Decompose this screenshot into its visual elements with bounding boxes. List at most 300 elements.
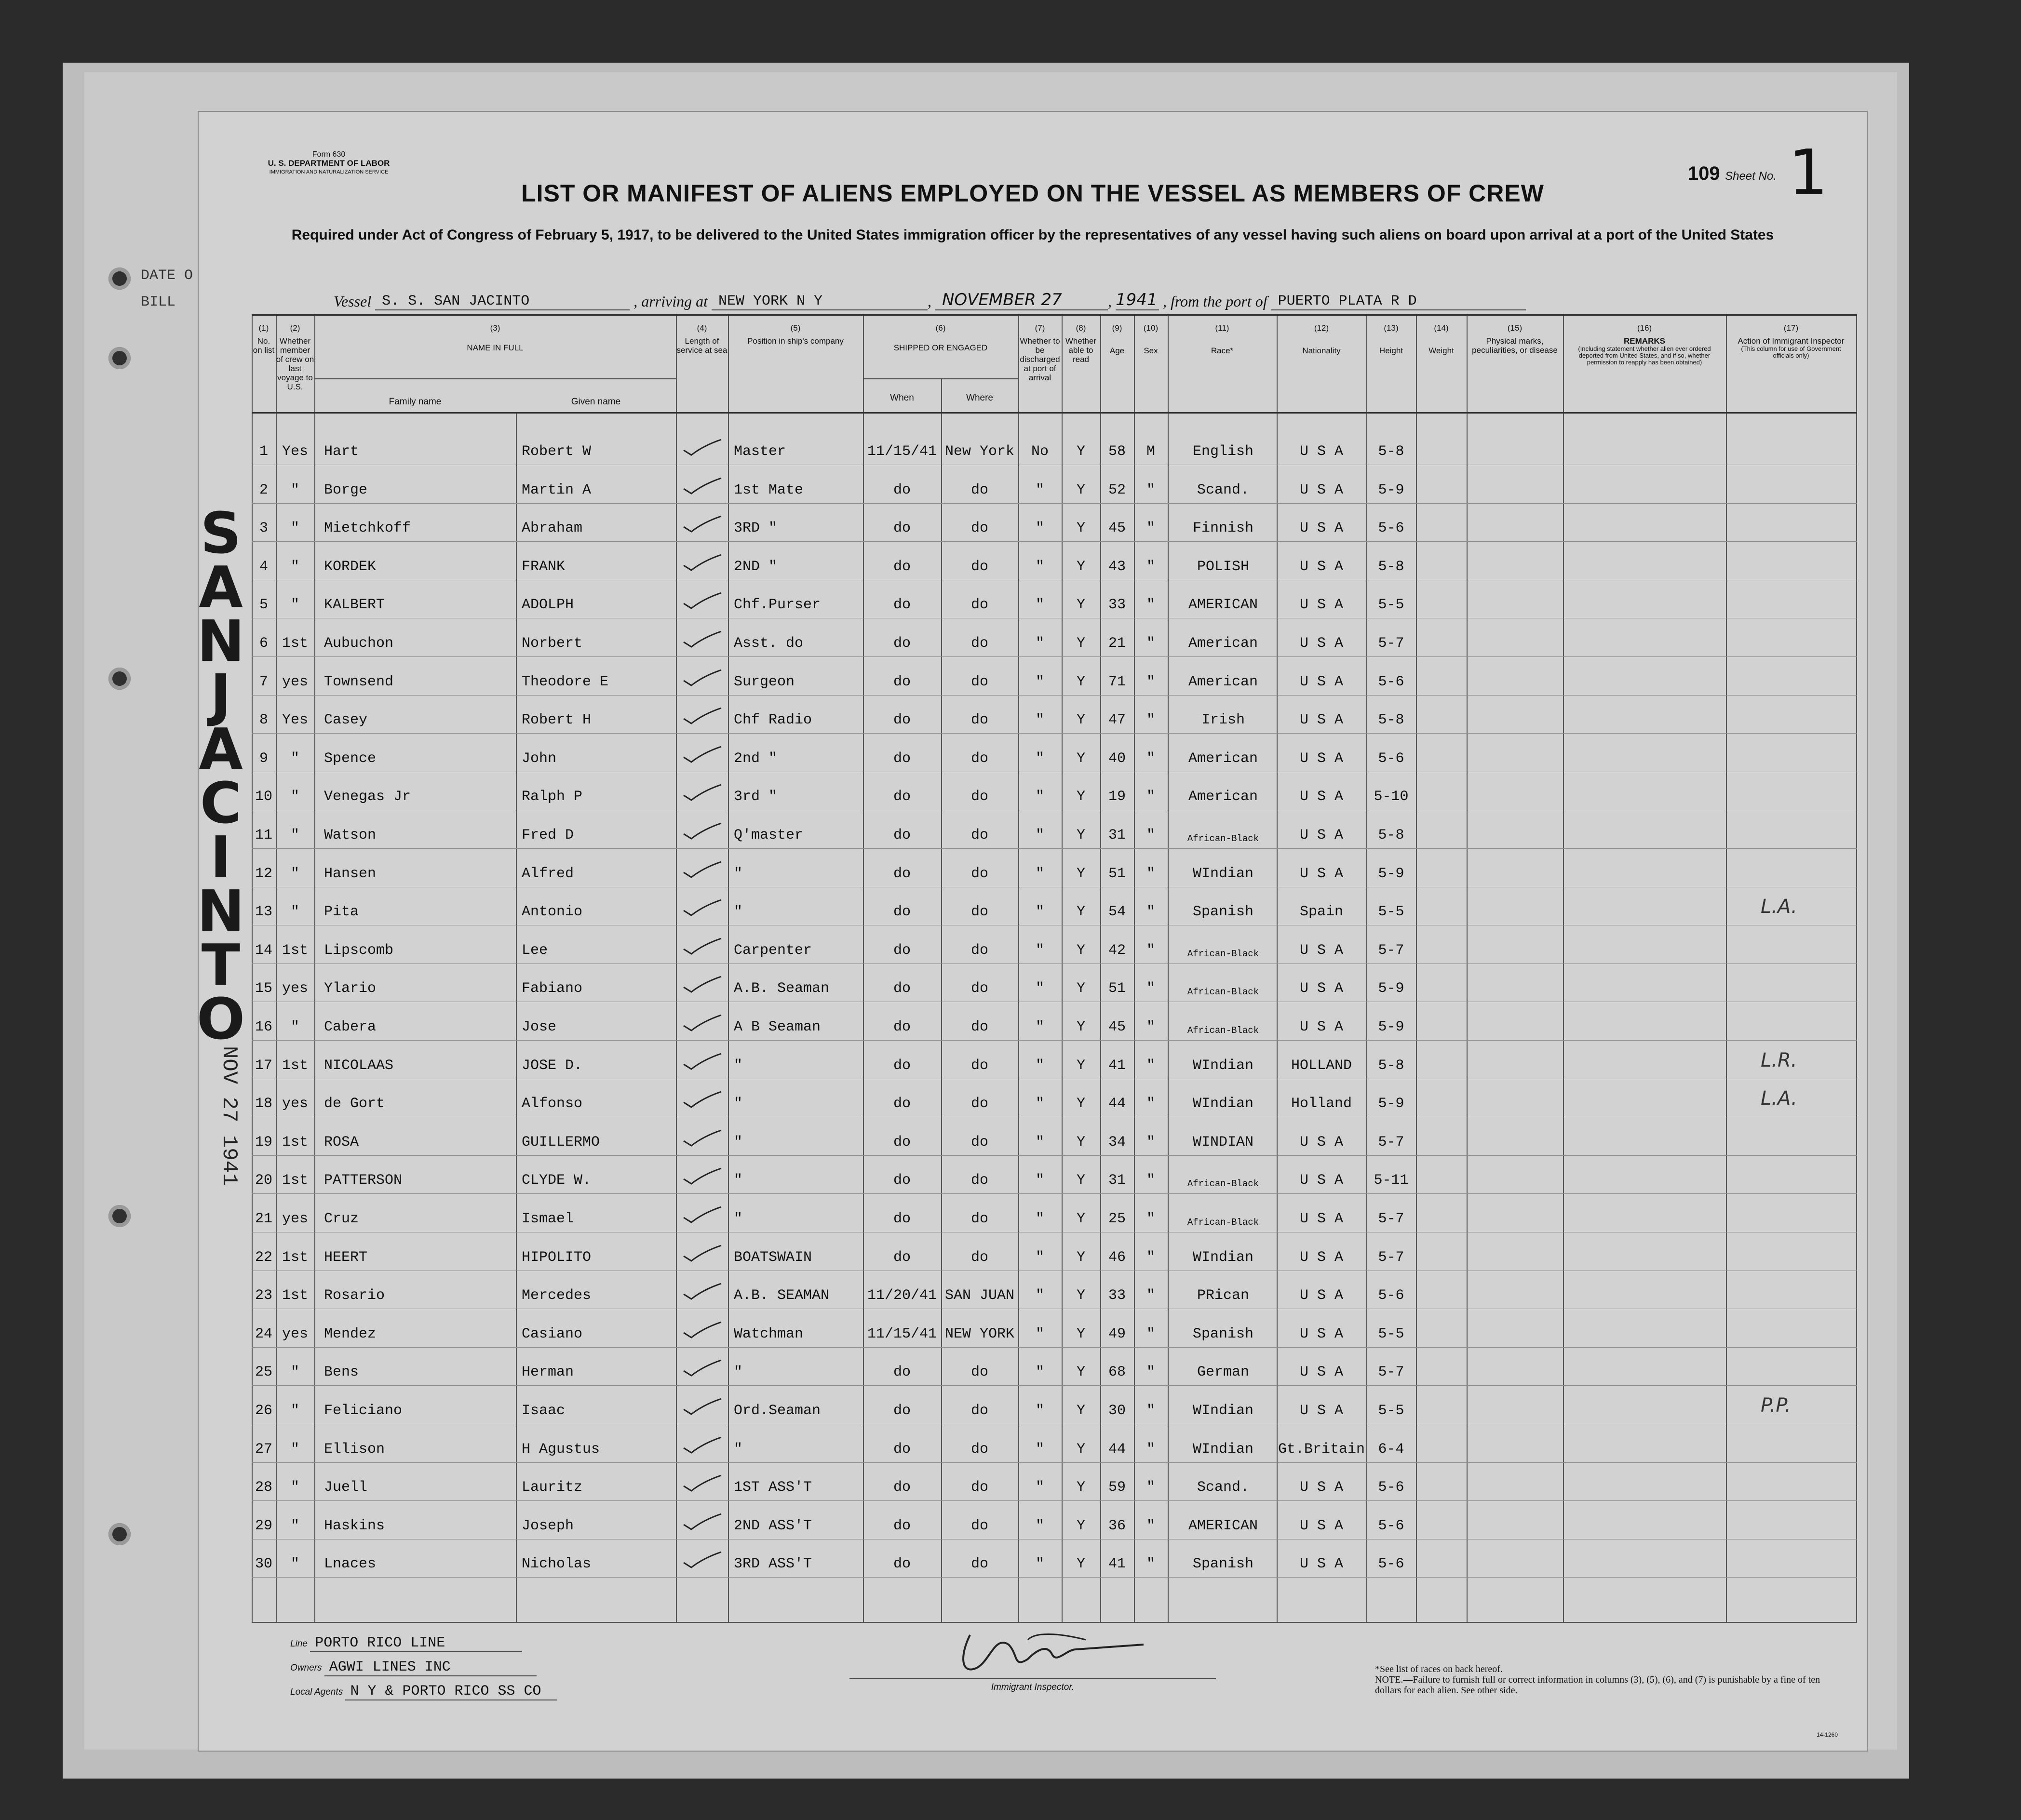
cell-height: 5-8	[1378, 558, 1404, 575]
header-col-8: (8) Whether able to read	[1065, 323, 1097, 364]
table-row	[252, 1309, 1857, 1348]
header-col-12: (12) Nationality	[1302, 323, 1341, 355]
cell-where: do	[970, 1479, 988, 1496]
cell-height: 6-4	[1378, 1441, 1404, 1458]
table-row	[252, 503, 1857, 542]
service-check-mark	[681, 1245, 724, 1264]
cell-position: Chf.Purser	[734, 597, 821, 614]
cell-discharged: "	[1035, 1019, 1044, 1035]
header-col-4: (4) Length of service at sea	[676, 323, 728, 355]
cell-nationality: Holland	[1291, 1096, 1352, 1112]
ship-name-stamp-text: SAN JACINTO	[196, 500, 245, 1052]
cell-where: SAN JUAN	[944, 1287, 1015, 1304]
cell-where: do	[970, 942, 988, 959]
table-row	[252, 1539, 1857, 1578]
header-col-10: (10) Sex	[1143, 323, 1159, 355]
cell-age: 44	[1108, 1096, 1126, 1112]
cell-read: Y	[1076, 1441, 1085, 1458]
cell-given: Alfonso	[522, 1096, 583, 1112]
cell-sex: "	[1146, 789, 1155, 805]
service-check-mark	[681, 1091, 724, 1110]
cell-nationality: U S A	[1299, 1134, 1343, 1151]
service-check-mark	[681, 861, 724, 880]
cell-race: POLISH	[1197, 558, 1250, 575]
cell-age: 33	[1108, 597, 1126, 614]
cell-race: WINDIAN	[1192, 1134, 1254, 1151]
cell-nationality: Spain	[1299, 904, 1343, 921]
cell-sex: "	[1146, 1441, 1155, 1458]
cell-position: Q'master	[734, 827, 804, 843]
cell-age: 46	[1108, 1249, 1126, 1266]
cell-last-voyage: yes	[282, 673, 308, 690]
cell-given: CLYDE W.	[522, 1172, 592, 1189]
cell-family: de Gort	[324, 1096, 385, 1112]
cell-family: NICOLAAS	[324, 1057, 394, 1074]
cell-race: WIndian	[1192, 1249, 1254, 1266]
owners-label: Owners	[290, 1663, 322, 1673]
cell-where: do	[970, 673, 988, 690]
cell-last-voyage: yes	[282, 1096, 308, 1112]
cell-when: do	[893, 1211, 911, 1227]
cell-nationality: U S A	[1299, 1517, 1343, 1534]
table-row	[252, 465, 1857, 504]
cell-family: KORDEK	[324, 558, 377, 575]
cell-no: 26	[255, 1403, 272, 1419]
agents-label: Local Agents	[290, 1687, 343, 1697]
cell-no: 13	[255, 904, 272, 921]
cell-no: 11	[255, 827, 272, 843]
cell-given: Theodore E	[522, 673, 609, 690]
cell-no: 22	[255, 1249, 272, 1266]
cell-sex: "	[1146, 712, 1155, 729]
cell-given: Ismael	[522, 1211, 574, 1227]
cell-sex: "	[1146, 1134, 1155, 1151]
cell-position: 1st Mate	[734, 482, 804, 498]
cell-family: KALBERT	[324, 597, 385, 614]
cell-when: do	[893, 558, 911, 575]
cell-family: Venegas Jr	[324, 789, 411, 805]
cell-given: Herman	[522, 1364, 574, 1381]
cell-sex: "	[1146, 635, 1155, 652]
cell-where: NEW YORK	[944, 1325, 1015, 1342]
cell-no: 3	[259, 520, 268, 537]
table-row	[252, 1079, 1857, 1117]
form-code: 14-1260	[1816, 1731, 1838, 1738]
cell-age: 43	[1108, 558, 1126, 575]
cell-family: HEERT	[324, 1249, 368, 1266]
cell-read: Y	[1076, 1211, 1085, 1227]
cell-sex: "	[1146, 904, 1155, 921]
cell-family: Juell	[324, 1479, 368, 1496]
cell-where: do	[970, 1096, 988, 1112]
crew-table	[252, 314, 1857, 1623]
cell-position: "	[734, 1096, 743, 1112]
cell-discharged: "	[1035, 558, 1044, 575]
cell-age: 51	[1108, 865, 1126, 882]
cell-age: 34	[1108, 1134, 1126, 1151]
cell-when: do	[893, 980, 911, 997]
inspector-initials: L.R.	[1761, 1049, 1797, 1071]
cell-when: do	[893, 673, 911, 690]
header-col-13: (13) Height	[1379, 323, 1403, 355]
footer-agents	[290, 1683, 557, 1700]
cell-sex: "	[1146, 1019, 1155, 1035]
cell-given: Casiano	[522, 1325, 583, 1342]
cell-when: do	[893, 597, 911, 614]
cell-sex: "	[1146, 1403, 1155, 1419]
cell-height: 5-9	[1378, 482, 1404, 498]
cell-age: 40	[1108, 750, 1126, 767]
inspector-initials: L.A.	[1761, 1087, 1797, 1110]
cell-family: Cruz	[324, 1211, 359, 1227]
cell-last-voyage: "	[290, 1403, 299, 1419]
cell-age: 71	[1108, 673, 1126, 690]
header-col-7: (7) Whether to be discharged at port of arrival	[1020, 323, 1060, 382]
cell-discharged: "	[1035, 827, 1044, 843]
ship-name-stamp	[192, 500, 250, 1052]
cell-where: do	[970, 712, 988, 729]
service-check-mark	[681, 1551, 724, 1570]
cell-when: do	[893, 1057, 911, 1074]
cell-family: Aubuchon	[324, 635, 394, 652]
cell-read: Y	[1076, 1287, 1085, 1304]
sheet-number: 1	[1788, 136, 1828, 209]
cell-family: Ylario	[324, 980, 377, 997]
cell-given: ADOLPH	[522, 597, 574, 614]
header-col-14: (14) Weight	[1428, 323, 1454, 355]
service-check-mark	[681, 1359, 724, 1378]
cell-discharged: "	[1035, 1517, 1044, 1534]
cell-race: English	[1192, 443, 1254, 460]
subheader-when: When	[890, 393, 914, 403]
service: IMMIGRATION AND NATURALIZATION SERVICE	[269, 169, 389, 175]
cell-family: Pita	[324, 904, 359, 921]
cell-no: 24	[255, 1325, 272, 1342]
cell-position: "	[734, 1172, 743, 1189]
cell-read: Y	[1076, 1134, 1085, 1151]
cell-when: 11/20/41	[867, 1287, 937, 1304]
cell-discharged: "	[1035, 942, 1044, 959]
sheet-label: Sheet No.	[1725, 170, 1777, 183]
cell-height: 5-9	[1378, 980, 1404, 997]
subheader-family: Family name	[389, 397, 442, 407]
cell-when: 11/15/41	[867, 1325, 937, 1342]
cell-height: 5-6	[1378, 673, 1404, 690]
cell-sex: "	[1146, 1479, 1155, 1496]
cell-nationality: Gt.Britain	[1278, 1441, 1365, 1458]
cell-discharged: "	[1035, 1403, 1044, 1419]
cell-when: do	[893, 1134, 911, 1151]
cell-position: Master	[734, 443, 786, 460]
cell-height: 5-11	[1374, 1172, 1409, 1189]
cell-family: Mendez	[324, 1325, 377, 1342]
cell-given: Martin A	[522, 482, 592, 498]
cell-discharged: "	[1035, 1134, 1044, 1151]
cell-position: 3RD "	[734, 520, 778, 537]
page-title: LIST OR MANIFEST OF ALIENS EMPLOYED ON THE VESSEL AS MEMBERS OF CREW	[521, 180, 1544, 207]
service-check-mark	[681, 477, 724, 496]
cell-where: do	[970, 750, 988, 767]
cell-last-voyage: "	[290, 482, 299, 498]
cell-read: Y	[1076, 443, 1085, 460]
cell-height: 5-7	[1378, 1364, 1404, 1381]
cell-no: 29	[255, 1517, 272, 1534]
cell-height: 5-7	[1378, 1249, 1404, 1266]
cell-read: Y	[1076, 1096, 1085, 1112]
vessel-label: Vessel	[334, 293, 372, 310]
cell-family: Mietchkoff	[324, 520, 411, 537]
line-value: PORTO RICO LINE	[310, 1635, 522, 1652]
cell-age: 47	[1108, 712, 1126, 729]
cell-read: Y	[1076, 904, 1085, 921]
cell-height: 5-7	[1378, 1211, 1404, 1227]
cell-height: 5-5	[1378, 1325, 1404, 1342]
cell-position: BOATSWAIN	[734, 1249, 812, 1266]
cell-position: Ord.Seaman	[734, 1403, 821, 1419]
cell-given: John	[522, 750, 557, 767]
punch-hole	[108, 1205, 131, 1227]
cell-given: Alfred	[522, 865, 574, 882]
manifest-sheet	[198, 111, 1868, 1752]
cell-where: do	[970, 1019, 988, 1035]
cell-discharged: "	[1035, 520, 1044, 537]
cell-race: German	[1197, 1364, 1250, 1381]
cell-last-voyage: "	[290, 520, 299, 537]
cell-family: PATTERSON	[324, 1172, 403, 1189]
table-row	[252, 887, 1857, 925]
cell-age: 59	[1108, 1479, 1126, 1496]
from-label: , from the port of	[1162, 293, 1267, 310]
service-check-mark	[681, 1321, 724, 1340]
service-check-mark	[681, 630, 724, 650]
cell-read: Y	[1076, 597, 1085, 614]
cell-position: "	[734, 1134, 743, 1151]
cell-race: WIndian	[1192, 1403, 1254, 1419]
cell-position: "	[734, 1441, 743, 1458]
header-col-6: (6) SHIPPED OR ENGAGED	[893, 323, 988, 352]
cell-last-voyage: "	[290, 558, 299, 575]
page-subtitle: Required under Act of Congress of February 5, 1917, to be delivered to the United States immigration officer by the representatives of any vessel having such aliens on board upon arrival at a port of the United States	[291, 227, 1774, 243]
cell-when: do	[893, 1403, 911, 1419]
cell-given: Nicholas	[522, 1556, 592, 1573]
cell-position: A.B. SEAMAN	[734, 1287, 830, 1304]
cell-race: African-Black	[1187, 1178, 1259, 1190]
table-row	[252, 1194, 1857, 1232]
punch-hole	[108, 347, 131, 369]
cell-last-voyage: 1st	[282, 1249, 308, 1266]
cell-read: Y	[1076, 1019, 1085, 1035]
footer-note	[1375, 1664, 1833, 1696]
cell-age: 51	[1108, 980, 1126, 997]
cell-height: 5-6	[1378, 1287, 1404, 1304]
cell-last-voyage: Yes	[282, 712, 308, 729]
date-stamp	[217, 1046, 241, 1089]
races-note: *See list of races on back hereof.	[1375, 1664, 1503, 1674]
cell-nationality: HOLLAND	[1291, 1057, 1352, 1074]
table-row	[252, 618, 1857, 657]
cell-where: do	[970, 1364, 988, 1381]
cell-nationality: U S A	[1299, 827, 1343, 843]
cell-position: Carpenter	[734, 942, 812, 959]
cell-given: Abraham	[522, 520, 583, 537]
cell-read: Y	[1076, 1556, 1085, 1573]
service-check-mark	[681, 669, 724, 688]
table-row	[252, 964, 1857, 1002]
cell-sex: "	[1146, 1096, 1155, 1112]
cell-no: 17	[255, 1057, 272, 1074]
table-row	[252, 695, 1857, 734]
cell-position: Surgeon	[734, 673, 795, 690]
cell-age: 68	[1108, 1364, 1126, 1381]
cell-discharged: "	[1035, 1364, 1044, 1381]
cell-last-voyage: 1st	[282, 942, 308, 959]
cell-no: 27	[255, 1441, 272, 1458]
cell-position: "	[734, 1057, 743, 1074]
cell-age: 41	[1108, 1057, 1126, 1074]
cell-last-voyage: yes	[282, 1211, 308, 1227]
table-row	[252, 542, 1857, 580]
cell-family: Ellison	[324, 1441, 385, 1458]
service-check-mark	[681, 937, 724, 957]
cell-discharged: "	[1035, 1211, 1044, 1227]
cell-family: Lipscomb	[324, 942, 394, 959]
cell-age: 44	[1108, 1441, 1126, 1458]
cell-nationality: U S A	[1299, 789, 1343, 805]
cell-sex: M	[1146, 443, 1155, 460]
line-label: Line	[290, 1639, 308, 1649]
cell-nationality: U S A	[1299, 1211, 1343, 1227]
cell-no: 10	[255, 789, 272, 805]
cell-where: do	[970, 1057, 988, 1074]
cell-given: Mercedes	[522, 1287, 592, 1304]
cell-age: 42	[1108, 942, 1126, 959]
cell-when: do	[893, 1172, 911, 1189]
cell-sex: "	[1146, 597, 1155, 614]
cell-family: Borge	[324, 482, 368, 498]
cell-no: 28	[255, 1479, 272, 1496]
cell-where: do	[970, 520, 988, 537]
service-check-mark	[681, 1206, 724, 1225]
cell-sex: "	[1146, 1249, 1155, 1266]
cell-age: 31	[1108, 1172, 1126, 1189]
cell-given: Jose	[522, 1019, 557, 1035]
subheader-where: Where	[966, 393, 993, 403]
cell-race: African-Black	[1187, 948, 1259, 959]
cell-sex: "	[1146, 482, 1155, 498]
cell-race: African-Black	[1187, 987, 1259, 998]
cell-position: A B Seaman	[734, 1019, 821, 1035]
table-row	[252, 849, 1857, 887]
cell-last-voyage: "	[290, 865, 299, 882]
cell-discharged: "	[1035, 789, 1044, 805]
cell-discharged: "	[1035, 1287, 1044, 1304]
cell-nationality: U S A	[1299, 750, 1343, 767]
cell-family: Watson	[324, 827, 377, 843]
cell-sex: "	[1146, 750, 1155, 767]
cell-height: 5-5	[1378, 904, 1404, 921]
cell-position: "	[734, 1211, 743, 1227]
cell-last-voyage: "	[290, 1556, 299, 1573]
cell-nationality: U S A	[1299, 673, 1343, 690]
cell-no: 20	[255, 1172, 272, 1189]
cell-given: Ralph P	[522, 789, 583, 805]
cell-height: 5-6	[1378, 1479, 1404, 1496]
cell-read: Y	[1076, 1249, 1085, 1266]
cell-where: do	[970, 827, 988, 843]
owners-value: AGWI LINES INC	[324, 1659, 537, 1676]
cell-age: 54	[1108, 904, 1126, 921]
cell-last-voyage: "	[290, 597, 299, 614]
table-row	[252, 1041, 1857, 1079]
cell-read: Y	[1076, 1479, 1085, 1496]
cell-when: 11/15/41	[867, 443, 937, 460]
cell-height: 5-9	[1378, 865, 1404, 882]
cell-where: New York	[944, 443, 1015, 460]
cell-given: HIPOLITO	[522, 1249, 592, 1266]
cell-race: African-Black	[1187, 1025, 1259, 1036]
service-check-mark	[681, 1129, 724, 1149]
cell-read: Y	[1076, 520, 1085, 537]
cell-last-voyage: yes	[282, 980, 308, 997]
cell-discharged: "	[1035, 673, 1044, 690]
cell-no: 16	[255, 1019, 272, 1035]
cell-discharged: "	[1035, 482, 1044, 498]
departure-port: PUERTO PLATA R D	[1271, 293, 1526, 310]
cell-when: do	[893, 750, 911, 767]
header-col-11: (11) Race*	[1211, 323, 1234, 355]
penalty-note: NOTE.—Failure to furnish full or correct information in columns (3), (5), (6), and (7) is punishable by a fine of ten dollars for each alien. See other side.	[1375, 1674, 1820, 1696]
header-col-3: (3) NAME IN FULL	[467, 323, 524, 352]
cell-nationality: U S A	[1299, 1249, 1343, 1266]
cell-position: Asst. do	[734, 635, 804, 652]
cell-race: American	[1188, 789, 1258, 805]
cell-last-voyage: 1st	[282, 635, 308, 652]
table-row	[252, 427, 1857, 465]
cell-read: Y	[1076, 980, 1085, 997]
service-check-mark	[681, 592, 724, 611]
cell-family: Casey	[324, 712, 368, 729]
cell-nationality: U S A	[1299, 1479, 1343, 1496]
cell-height: 5-8	[1378, 712, 1404, 729]
cell-race: WIndian	[1192, 1441, 1254, 1458]
cell-where: do	[970, 1172, 988, 1189]
cell-race: Scand.	[1197, 482, 1250, 498]
punch-hole	[108, 268, 131, 290]
service-check-mark	[681, 1513, 724, 1532]
cell-position: Chf Radio	[734, 712, 812, 729]
cell-race: Spanish	[1192, 1325, 1254, 1342]
cell-when: do	[893, 1479, 911, 1496]
cell-sex: "	[1146, 1325, 1155, 1342]
cell-last-voyage: "	[290, 750, 299, 767]
cell-no: 4	[259, 558, 268, 575]
cell-given: Isaac	[522, 1403, 566, 1419]
cell-nationality: U S A	[1299, 1325, 1343, 1342]
cell-race: WIndian	[1192, 865, 1254, 882]
header-col-9: (9) Age	[1109, 323, 1125, 355]
cell-given: Fabiano	[522, 980, 583, 997]
cell-no: 21	[255, 1211, 272, 1227]
cell-age: 21	[1108, 635, 1126, 652]
cell-discharged: "	[1035, 1057, 1044, 1074]
cell-no: 12	[255, 865, 272, 882]
cell-given: Norbert	[522, 635, 583, 652]
vessel-name: S. S. SAN JACINTO	[375, 293, 630, 310]
cell-where: do	[970, 980, 988, 997]
cell-read: Y	[1076, 827, 1085, 843]
cell-where: do	[970, 1556, 988, 1573]
cell-sex: "	[1146, 1057, 1155, 1074]
